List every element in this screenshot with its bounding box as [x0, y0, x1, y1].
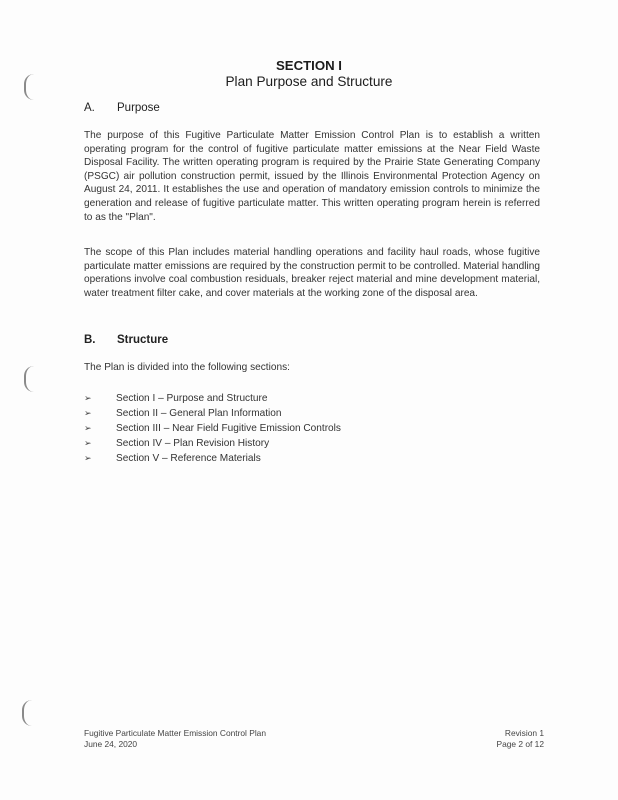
footer-page-number: Page 2 of 12	[496, 739, 544, 749]
arrow-bullet-icon: ➢	[84, 453, 92, 463]
purpose-paragraph-1: The purpose of this Fugitive Particulate Matter Emission Control Plan is to establish a written operating program for the control of fugitive particulate matter emissions at the Near Field Waste Disposal Facility. The written operating program is required by the Prairie State Generating Company (PSGC) air pollution construction permit, issued by the Illinois Environmental Protection Agency on August 24, 2011. It establishes the use and operation of mandatory emission controls to minimize the generation and release of fugitive particulate matter. This written operating program herein is referred to as the "Plan".	[84, 130, 540, 223]
structure-heading	[84, 333, 168, 347]
purpose-letter: A.	[84, 102, 95, 114]
section-list	[84, 391, 341, 466]
footer-doc-title: Fugitive Particulate Matter Emission Control Plan	[84, 728, 266, 738]
arrow-bullet-icon: ➢	[84, 423, 92, 433]
list-item: ➢ Section III – Near Field Fugitive Emission Controls	[84, 423, 341, 434]
purpose-heading-text: Purpose	[117, 102, 160, 114]
section-number: SECTION I	[276, 58, 342, 73]
purpose-paragraph-2: The scope of this Plan includes material handling operations and facility haul roads, whose fugitive particulate matter emissions are required by the construction permit to be controlled. Material handling operations involve coal combustion residuals, breaker reject material and mine development material, water treatment filter cake, and cover materials at the working zone of the disposal area.	[84, 247, 540, 299]
binder-hole-mark	[24, 366, 36, 392]
structure-intro: The Plan is divided into the following sections:	[84, 362, 290, 373]
list-item: ➢ Section I – Purpose and Structure	[84, 393, 268, 404]
list-item: ➢ Section V – Reference Materials	[84, 453, 261, 464]
arrow-bullet-icon: ➢	[84, 408, 92, 418]
section-title: Plan Purpose and Structure	[225, 74, 393, 89]
arrow-bullet-icon: ➢	[84, 393, 92, 403]
footer-left	[84, 728, 266, 750]
list-item: ➢ Section IV – Plan Revision History	[84, 438, 270, 449]
list-item: ➢ Section II – General Plan Information	[84, 408, 282, 419]
footer-date: June 24, 2020	[84, 739, 138, 749]
footer-right	[494, 728, 544, 750]
binder-hole-mark	[22, 700, 34, 726]
structure-heading-text: Structure	[117, 334, 169, 346]
structure-letter: B.	[84, 334, 96, 346]
purpose-heading	[84, 101, 160, 115]
footer-revision: Revision 1	[504, 728, 544, 738]
arrow-bullet-icon: ➢	[84, 438, 92, 448]
